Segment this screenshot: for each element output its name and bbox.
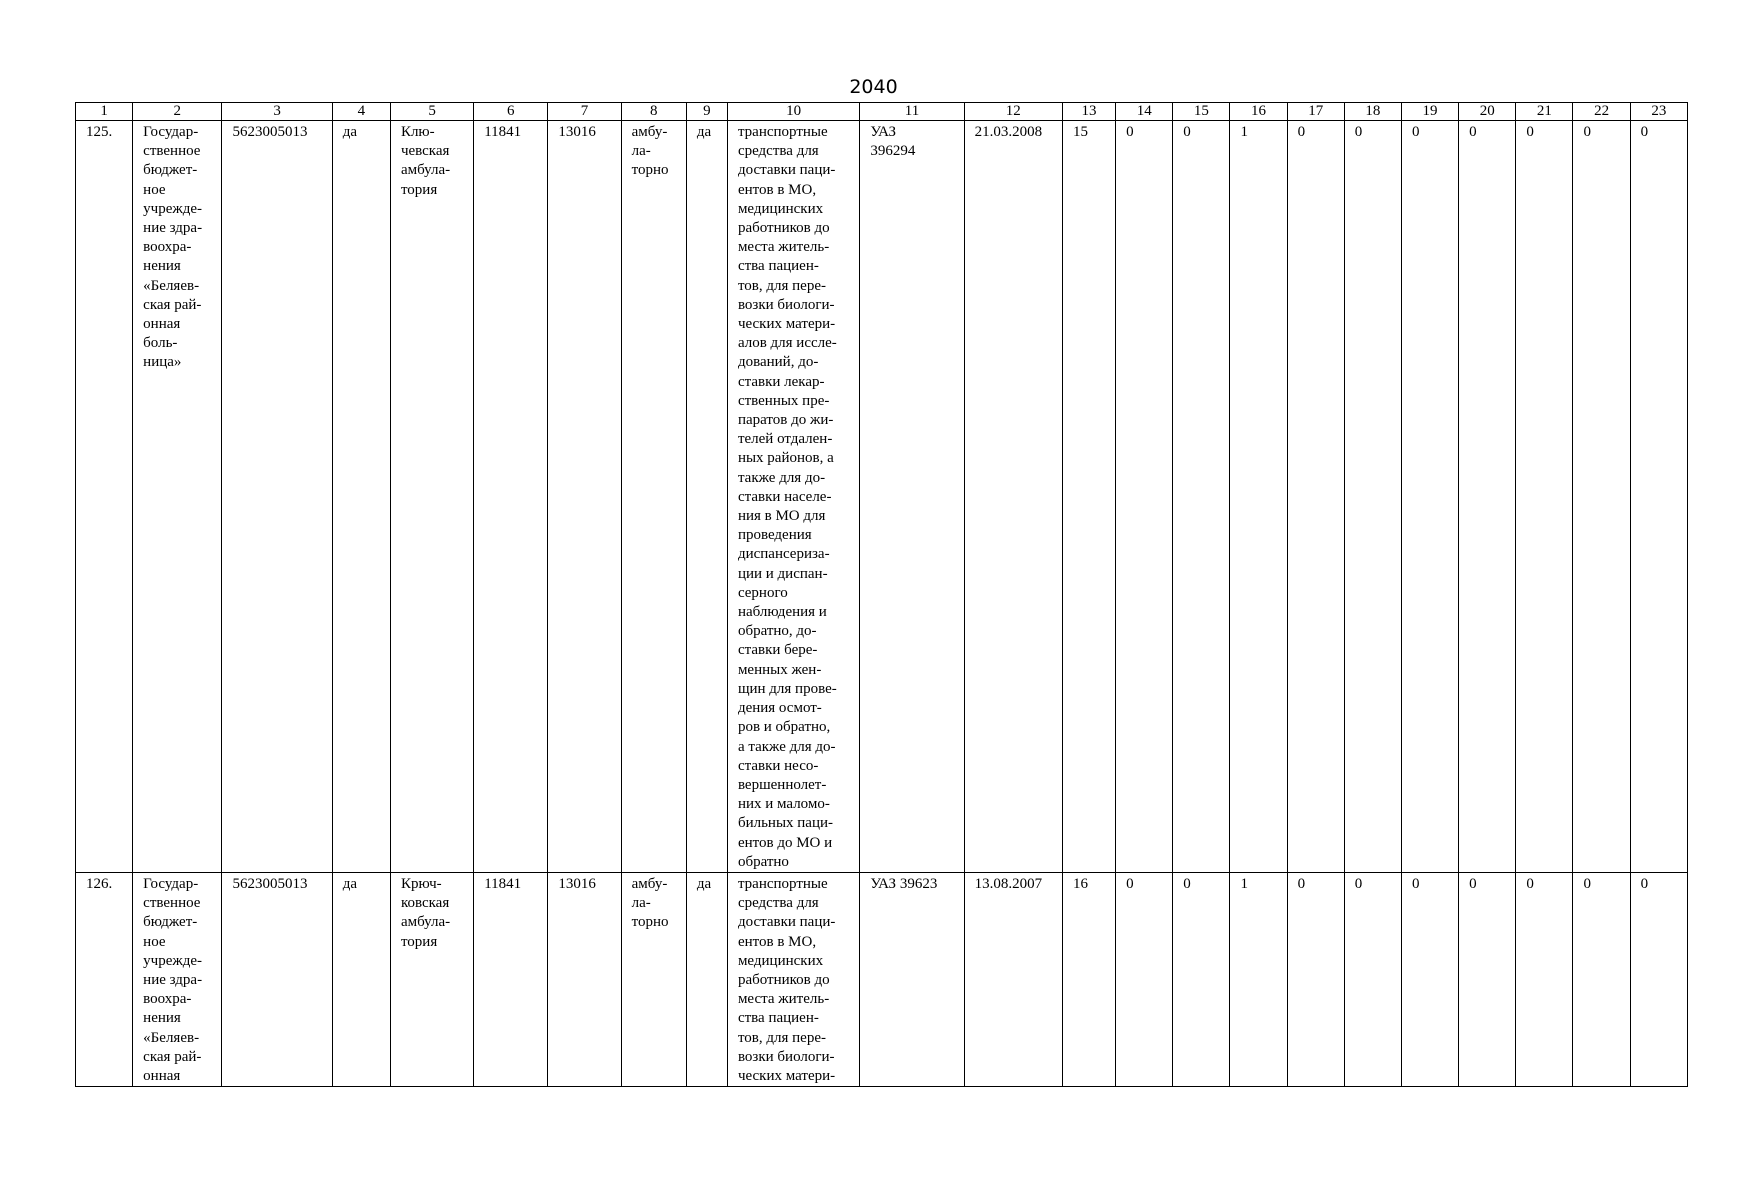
column-header: 4 bbox=[332, 103, 390, 121]
cell-col-9: да bbox=[686, 872, 727, 1086]
cell-col-19: 0 bbox=[1401, 872, 1458, 1086]
column-header: 19 bbox=[1401, 103, 1458, 121]
cell-col-17: 0 bbox=[1287, 872, 1344, 1086]
cell-col-23: 0 bbox=[1630, 121, 1687, 873]
vehicle-cell: УАЗ 39623 bbox=[860, 872, 964, 1086]
cell-col-14: 0 bbox=[1116, 121, 1173, 873]
column-header: 21 bbox=[1516, 103, 1573, 121]
column-header: 6 bbox=[474, 103, 548, 121]
column-header: 7 bbox=[548, 103, 621, 121]
cell-col-20: 0 bbox=[1459, 872, 1516, 1086]
column-header: 14 bbox=[1116, 103, 1173, 121]
cell-col-4: да bbox=[332, 872, 390, 1086]
cell-col-22: 0 bbox=[1573, 872, 1630, 1086]
column-header: 22 bbox=[1573, 103, 1630, 121]
cell-col-18: 0 bbox=[1344, 121, 1401, 873]
column-header: 16 bbox=[1230, 103, 1287, 121]
cell-col-7: 13016 bbox=[548, 121, 621, 873]
cell-col-13: 16 bbox=[1062, 872, 1115, 1086]
row-number-cell: 126. bbox=[76, 872, 133, 1086]
column-header: 1 bbox=[76, 103, 133, 121]
cell-col-16: 1 bbox=[1230, 872, 1287, 1086]
purpose-cell: транспортные средства для доставки паци- ентов в МО, медицинских работников до места житель- ства пациен- тов, для пере- возки биологи- ческих матери- алов для иссле- дований, до- ставки лекар- ственных пре- паратов до жи- телей отдален- ных районов, а также для до- ставки населе- ния в МО для проведения диспансериза- ции и диспан- серного наблюдения и обратно, до- ставки бере- менных жен- щин для прове- дения осмот- ров и обратно, а также для до- ставки несо- вершеннолет- них и маломо- бильных паци- ентов до МО и обратно bbox=[727, 121, 859, 873]
row-number-cell: 125. bbox=[76, 121, 133, 873]
cell-col-18: 0 bbox=[1344, 872, 1401, 1086]
column-header: 9 bbox=[686, 103, 727, 121]
cell-col-16: 1 bbox=[1230, 121, 1287, 873]
cell-col-8: амбу- ла- торно bbox=[621, 872, 686, 1086]
page-number: 2040 bbox=[849, 76, 898, 98]
inn-cell: 5623005013 bbox=[222, 872, 332, 1086]
cell-col-17: 0 bbox=[1287, 121, 1344, 873]
column-header: 17 bbox=[1287, 103, 1344, 121]
unit-cell: Крюч- ковская амбула- тория bbox=[390, 872, 473, 1086]
cell-col-14: 0 bbox=[1116, 872, 1173, 1086]
purpose-cell: транспортные средства для доставки паци- ентов в МО, медицинских работников до места житель- ства пациен- тов, для пере- возки биологи- ческих матери- bbox=[727, 872, 859, 1086]
cell-col-8: амбу- ла- торно bbox=[621, 121, 686, 873]
cell-col-15: 0 bbox=[1173, 121, 1230, 873]
cell-col-20: 0 bbox=[1459, 121, 1516, 873]
column-header: 10 bbox=[727, 103, 859, 121]
cell-col-6: 11841 bbox=[474, 121, 548, 873]
vehicle-cell: УАЗ 396294 bbox=[860, 121, 964, 873]
organization-cell: Государ- ственное бюджет- ное учрежде- ние здра- воохра- нения «Беляев- ская рай- онная боль- ница» bbox=[133, 121, 222, 873]
cell-col-6: 11841 bbox=[474, 872, 548, 1086]
date-cell: 21.03.2008 bbox=[964, 121, 1062, 873]
cell-col-15: 0 bbox=[1173, 872, 1230, 1086]
column-numbers-row bbox=[76, 103, 1688, 121]
inn-cell: 5623005013 bbox=[222, 121, 332, 873]
cell-col-23: 0 bbox=[1630, 872, 1687, 1086]
register-table bbox=[75, 102, 1688, 1087]
cell-col-4: да bbox=[332, 121, 390, 873]
column-header: 2 bbox=[133, 103, 222, 121]
column-header: 20 bbox=[1459, 103, 1516, 121]
table-row bbox=[76, 872, 1688, 1086]
organization-cell: Государ- ственное бюджет- ное учрежде- ние здра- воохра- нения «Беляев- ская рай- онная bbox=[133, 872, 222, 1086]
cell-col-21: 0 bbox=[1516, 121, 1573, 873]
column-header: 5 bbox=[390, 103, 473, 121]
cell-col-21: 0 bbox=[1516, 872, 1573, 1086]
cell-col-9: да bbox=[686, 121, 727, 873]
column-header: 23 bbox=[1630, 103, 1687, 121]
column-header: 8 bbox=[621, 103, 686, 121]
cell-col-22: 0 bbox=[1573, 121, 1630, 873]
table-row bbox=[76, 121, 1688, 873]
column-header: 11 bbox=[860, 103, 964, 121]
column-header: 13 bbox=[1062, 103, 1115, 121]
unit-cell: Клю- чевская амбула- тория bbox=[390, 121, 473, 873]
column-header: 18 bbox=[1344, 103, 1401, 121]
date-cell: 13.08.2007 bbox=[964, 872, 1062, 1086]
column-header: 12 bbox=[964, 103, 1062, 121]
column-header: 3 bbox=[222, 103, 332, 121]
cell-col-13: 15 bbox=[1062, 121, 1115, 873]
cell-col-19: 0 bbox=[1401, 121, 1458, 873]
column-header: 15 bbox=[1173, 103, 1230, 121]
cell-col-7: 13016 bbox=[548, 872, 621, 1086]
